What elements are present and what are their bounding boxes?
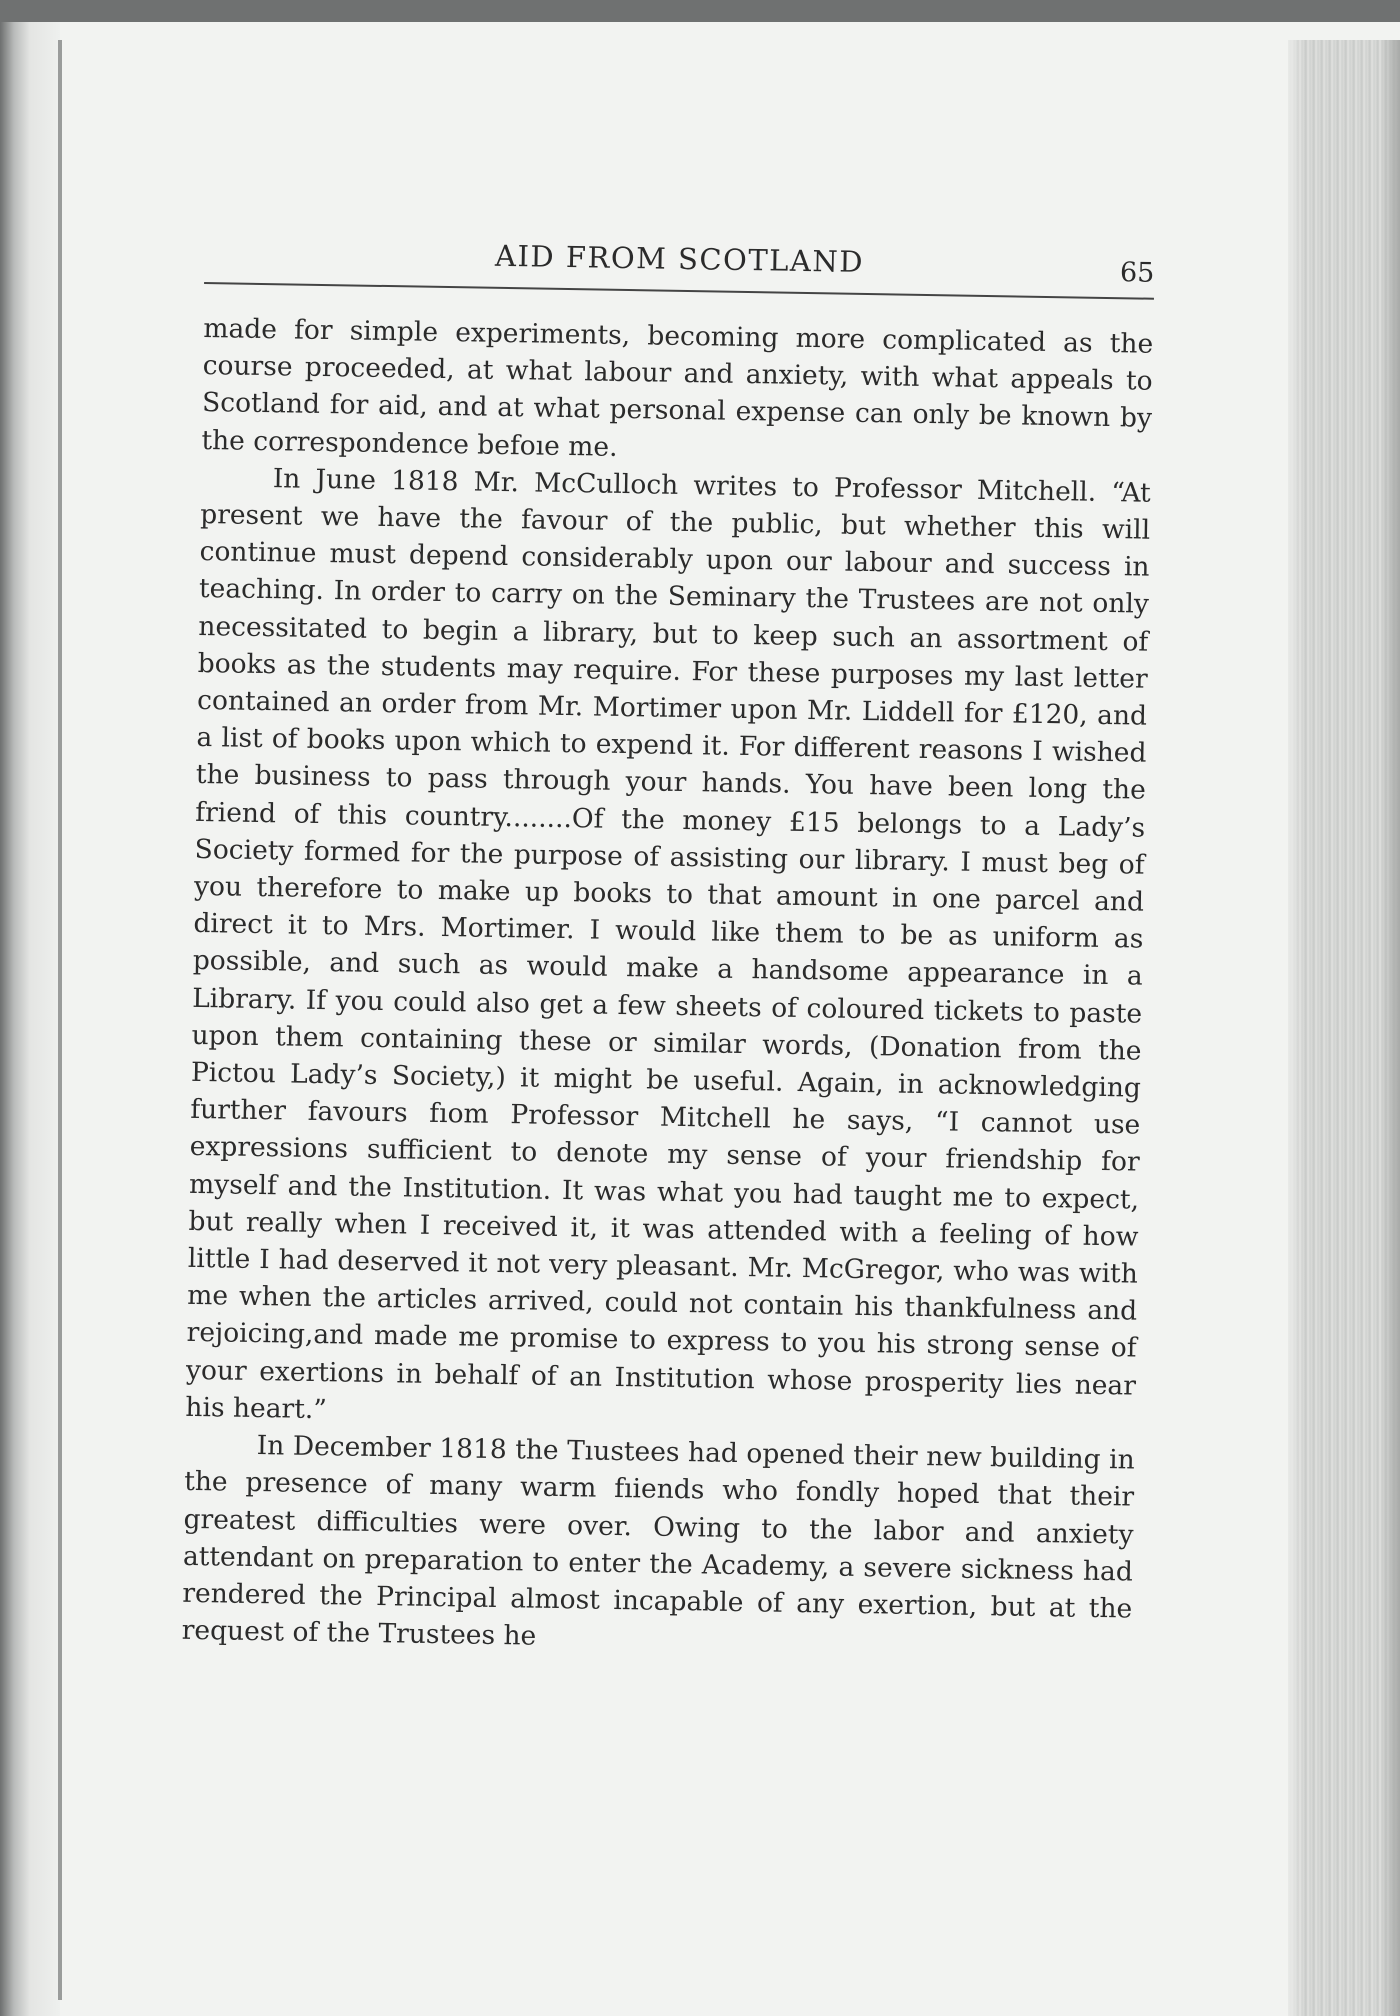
- running-title: AID FROM SCOTLAND: [494, 238, 865, 279]
- body-text: [181, 310, 1153, 1665]
- paragraph-june-1818: In June 1818 Mr. McCulloch writes to Professor Mitchell. “At present we have the favour of the public, but whether this will continue must depend considerably upon our labour and success in teaching. In order to carry on the Seminary the Trustees are not only necessitated to begin a library, but to keep such an assortment of books as the students may require. For these purposes my last letter contained an order from Mr. Mortimer upon Mr. Liddell for £120, and a list of books upon which to expend it. For different reasons I wished the business to pass through your hands. You have been long the friend of this country........Of the money £15 belongs to a Lady’s Society formed for the purpose of assisting our library. I must beg of you therefore to make up books to that amount in one parcel and direct it to Mrs. Mortimer. I would like them to be as uniform as possible, and such as would make a handsome appearance in a Library. If you could also get a few sheets of coloured tickets to paste upon them containing these or similar words, (Donation from the Pictou Lady’s Society,) it might be useful. Again, in acknowledging further favours fıom Professor Mitchell he says, “I cannot use expressions sufficient to denote my sense of your friendship for myself and the Institution. It was what you had taught me to expect, but really when I received it, it was attended with a feeling of how little I had deserved it not very pleasant. Mr. McGregor, who was with me when the articles arrived, could not contain his thankfulness and rejoicing,and made me promise to express to you his strong sense of your exertions in behalf of an Institution whose prosperity lies near his heart.”: [185, 462, 1151, 1426]
- page-edges-stack: [1288, 40, 1400, 2016]
- paragraph-december-1818: In December 1818 the Tıustees had opened their new building in the presence of many warm fıiends who fondly hoped that their greatest difficulties were over. Owing to the labor and anxiety attendant on preparation to enter the Academy, a severe sickness had rendered the Principal almost incapable of any exertion, but at the request of the Trustees he: [181, 1430, 1135, 1652]
- scan-background-top: [0, 0, 1400, 24]
- page-content: [181, 228, 1154, 1665]
- paragraph-continuation: made for simple experiments, becoming more complicated as the course proceeded, at what labour and anxiety, with what appeals to Scotland for aid, and at what personal expense can only be known by the correspondence befoıe me.: [201, 312, 1154, 463]
- page-number: 65: [1119, 257, 1155, 289]
- gutter-shadow-line: [58, 40, 62, 2000]
- binding-gutter: [0, 22, 60, 2016]
